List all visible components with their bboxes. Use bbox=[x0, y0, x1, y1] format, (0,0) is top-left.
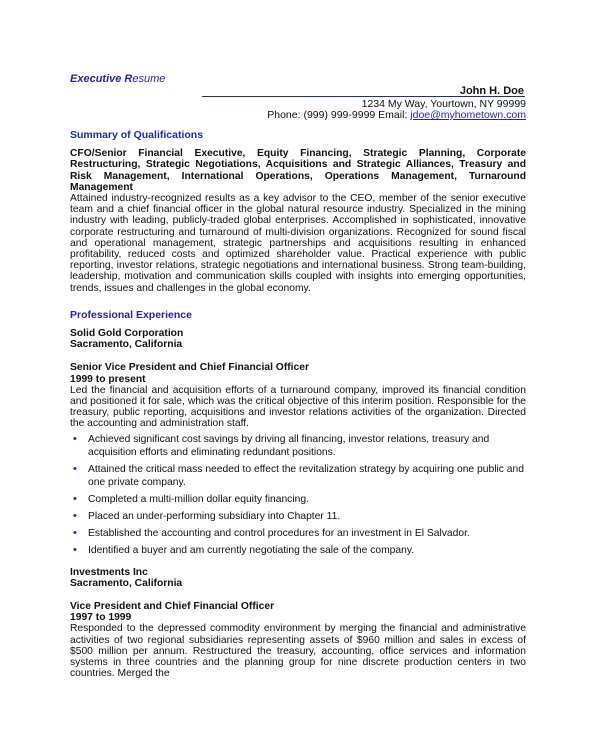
email-label: Email: bbox=[375, 109, 411, 121]
achievement-list bbox=[70, 433, 526, 557]
job-dates: 1999 to present bbox=[70, 373, 146, 385]
phone-number: (999) 999-9999 bbox=[303, 109, 376, 121]
bullet-icon: • bbox=[73, 509, 77, 522]
job-entry bbox=[70, 328, 526, 557]
job-description: Led the financial and acquisition efforts of a turnaround company, improved its financial condition and positioned it for sale, which was the critical objective of this interim position. Responsible for the treasury, public reporting, acquisitions and investor relations activities of the organization. Directed the accounting and administration staff. bbox=[70, 384, 526, 430]
job-role: Senior Vice President and Chief Financial Officer bbox=[70, 362, 309, 374]
title-rest: esume bbox=[132, 73, 166, 85]
list-item-text: Identified a buyer and am currently negotiating the sale of the company. bbox=[88, 544, 415, 556]
list-item bbox=[70, 493, 526, 506]
company-name: Solid Gold Corporation bbox=[70, 328, 184, 340]
company-location: Sacramento, California bbox=[70, 339, 183, 351]
bullet-icon: • bbox=[73, 492, 77, 505]
job-dates: 1997 to 1999 bbox=[70, 612, 132, 624]
list-item-text: Completed a multi-million dollar equity financing. bbox=[88, 493, 309, 505]
phone-label: Phone: bbox=[267, 109, 304, 121]
job-description: Responded to the depressed commodity environment by merging the financial and administrative activities of two regional subsidiaries representing assets of $960 million and sales in excess of $500 million per annum. Restructured the treasury, accounting, office services and information systems in three countries and the planning group for nine discrete production centers in two countries. Merged the bbox=[70, 623, 526, 680]
list-item bbox=[70, 527, 526, 540]
list-item-text: Achieved significant cost savings by driving all financing, investor relations, treasury and acquisition efforts and eliminating redundant positions. bbox=[88, 433, 490, 458]
list-item-text: Attained the critical mass needed to effect the revitalization strategy by acquiring one public and one private company. bbox=[88, 463, 524, 488]
title-prefix: Executive R bbox=[70, 73, 133, 85]
company-name: Investments Inc bbox=[70, 566, 148, 578]
list-item bbox=[70, 433, 526, 459]
job-entry bbox=[70, 567, 526, 680]
header-divider bbox=[202, 96, 525, 97]
company-location: Sacramento, California bbox=[70, 577, 183, 589]
bullet-icon: • bbox=[73, 543, 77, 556]
bullet-icon: • bbox=[73, 432, 77, 445]
list-item bbox=[70, 463, 526, 489]
summary-keywords: CFO/Senior Financial Executive, Equity Financing, Strategic Planning, Corporate Restructuring, Strategic Negotiations, Acquisitions and Strategic Alliances, Treasury and Risk Management, International Operations, Operations Management, Turnaround Management bbox=[70, 148, 526, 193]
resume-body bbox=[70, 130, 526, 680]
bullet-icon: • bbox=[73, 462, 77, 475]
summary-text: Attained industry-recognized results as a key advisor to the CEO, member of the senior executive team and a chief financial officer in the global natural resource industry. Specialized in the mining industry with leading, publicly-traded global enterprises. Accomplished in sophisticated, innovative corporate restructuring and turnaround of multi-division organizations. Recognized for sound fiscal and operational management, strategic partnerships and acquisitions resulting in enhanced profitability, reduced costs and optimized shareholder value. Practical experience with public reporting, investor relations, strategic negotiations and international business. Strong team-building, leadership, motivation and communication skills coupled with insights into emerging opportunities, trends, issues and challenges in the global economy. bbox=[70, 193, 526, 294]
candidate-address: 1234 My Way, Yourtown, NY 99999 bbox=[361, 98, 526, 110]
experience-heading: Professional Experience bbox=[70, 308, 192, 321]
list-item-text: Placed an under-performing subsidiary into Chapter 11. bbox=[88, 510, 341, 522]
list-item bbox=[70, 510, 526, 523]
document-title bbox=[70, 73, 165, 85]
contact-line bbox=[267, 109, 526, 121]
job-role: Vice President and Chief Financial Officer bbox=[70, 601, 275, 613]
summary-heading: Summary of Qualifications bbox=[70, 129, 204, 141]
candidate-name: John H. Doe bbox=[459, 85, 524, 97]
list-item-text: Established the accounting and control procedures for an investment in El Salvador. bbox=[88, 527, 470, 539]
list-item bbox=[70, 544, 526, 557]
bullet-icon: • bbox=[73, 526, 77, 539]
email-link[interactable]: jdoe@myhometown.com bbox=[410, 109, 526, 121]
